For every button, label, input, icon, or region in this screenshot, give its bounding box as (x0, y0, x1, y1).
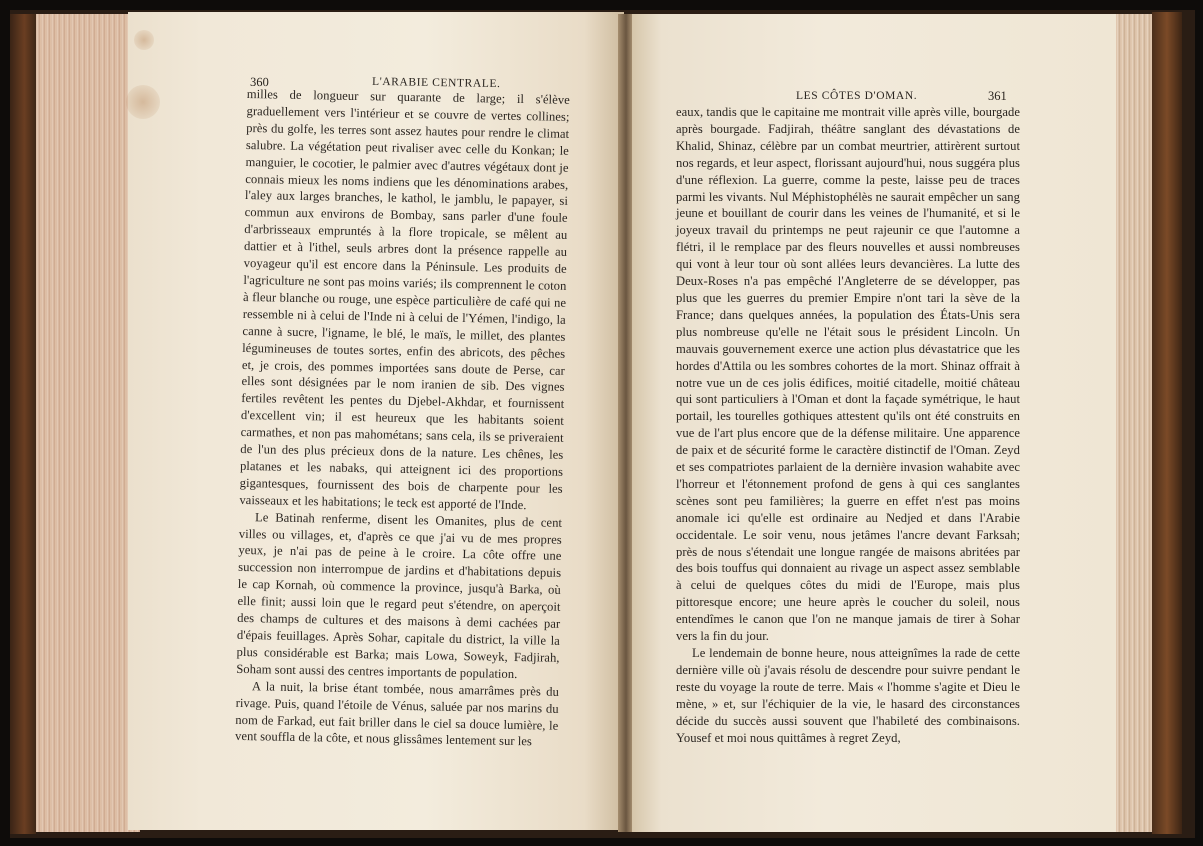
foxing-stain (126, 85, 160, 119)
paragraph: A la nuit, la brise étant tombée, nous amarrâmes près du rivage. Puis, quand l'étoile de Vénus, saluée par nos marins du nom de Farkad, eut fait briller dans le ciel sa douce lumière, le vent souffla de la côte, et nous glissâmes lentement sur les (234, 678, 560, 749)
left-page-text (235, 86, 570, 751)
right-cover-edge (1152, 12, 1182, 834)
foxing-stain (134, 30, 154, 50)
left-running-header: L'ARABIE CENTRALE. (371, 75, 501, 91)
paragraph: milles de longueur sur quarante de large; il s'élève graduellement vers l'intérieur et se couvre de vertes collines; près du golfe, les terres sont assez hautes pour rendre le climat salubre. La végétation peut rivaliser avec celle du Konkan; le manguier, le cocotier, le palmier avec d'autres végétaux dont je connais mieux les noms indiens que les dénominations arabes, l'aley aux larges branches, le kathol, le jamblu, le papayer, si commun aux environs de Bombay, sans parler d'une foule d'arbrisseaux empruntés à la flore tropicale, se mêlent au dattier et à l'ithel, seuls arbres dont la présence rappelle au voyageur qu'il est encore dans la Péninsule. Les produits de l'agriculture ne sont pas moins variés; ils comprennent le coton à fleur blanche ou rouge, une espèce particulière de café qui ne ressemble ni à celui de l'Inde ni à celui de l'Yémen, l'indigo, la canne à sucre, l'igname, le blé, le maïs, le millet, des plantes légumineuses de toutes sortes, enfin des abricots, des pêches et, je crois, des pommes importées sans doute de Perse, car elles sont désignées par le nom iranien de sib. Des vignes fertiles revêtent les pentes du Djebel-Akhdar, et fournissent d'excellent vin; il est heureux que les habitants soient carmathes, et non pas mahométans; sans cela, ils se priveraient de l'un des plus précieux dons de la nature. Les chênes, les platanes et les nabaks, qui atteignent ici des proportions gigantesques, fournissent des bois de charpente pour les vaisseaux et les habitations; le teck est apporté de l'Inde. (239, 86, 570, 512)
paragraph: Le lendemain de bonne heure, nous atteignîmes la rade de cette dernière ville où j'avais résolu de descendre pour suivre pendant le reste du voyage la route de terre. Mais « l'homme s'agite et Dieu le mène, » et, sur l'échiquier de la vie, le hasard des circonstances décide du succès aussi souvent que l'habileté des combinaisons. Yousef et moi nous quittâmes à regret Zeyd, (676, 646, 1020, 745)
left-page-stack (36, 14, 140, 832)
paragraph: eaux, tandis que le capitaine me montrait ville après ville, bourgade après bourgade. Fadjirah, théâtre sanglant des dévastations de Khalid, Shinaz, célèbre par un combat meurtrier, attirèrent surtout nos regards, et leur aspect, florissant aujourd'hui, nous suggéra plus d'une réflexion. La guerre, comme la peste, laisse peu de traces parmi les vivants. Nul Méphistophélès ne saurait empêcher un sang jeune et bouillant de courir dans les veines de l'humanité, et si le joyeux travail du printemps ne peut rajeunir ce que l'automne a flétri, il le remplace par des fleurs nouvelles et aussi nombreuses qui vont à leur tour où sont allées leurs devancières. La lutte des Deux-Roses n'a pas empêché l'Angleterre de se développer, pas plus que les guerres du premier Empire n'ont tari la sève de la France; dans quelques années, la population des États-Unis sera plus nombreuse qu'elle ne l'était sous le président Lincoln. Un mauvais gouvernement exerce une action plus dévastatrice que les hordes d'Attila ou les sombres cohortes de la mort. Shinaz offrait à notre vue un de ces jolis édifices, moitié citadelle, moitié château qui sont particuliers à l'Oman et dont la façade symétrique, le haut portail, les tourelles gothiques attestent qu'ils ont été construits en vue de l'art plus encore que de la défense militaire. Une apparence de paix et de sécurité forme le caractère distinctif de l'Oman. Zeyd et ses compatriotes parlaient de la dernière invasion wahabite avec l'horreur et l'étonnement profond de gens à qui ces sanglantes scènes sont peu familières; la guerre en effet n'est pas moins anomale ici qu'elle est ordinaire au Nedjed et dans l'Arabie occidentale. Le soir venu, nous jetâmes l'ancre devant Farksah; près de nous s'étendait une longue rangée de maisons abritées par des bois touffus qui donnaient au rivage un aspect assez semblable à celui de quelques côtes du midi de l'Europe, mais plus pittoresque encore; une heure après le coucher du soleil, nous entendîmes le canon que l'on ne manque jamais de tirer à Sohar vers la fin du jour. (676, 105, 1020, 644)
right-page-number: 361 (988, 89, 1007, 103)
left-page-number: 360 (249, 74, 269, 90)
right-page-text (676, 104, 1020, 746)
left-cover-edge (10, 14, 36, 834)
paragraph: Le Batinah renferme, disent les Omanites, plus de cent villes ou villages, et, d'après ce que j'ai vu de mes propres yeux, je n'ai pas de peine à le croire. La côte offre une succession non interrompue de jardins et d'habitations depuis le cap Kornah, où commence la province, jusqu'à Barka, où elle finit; aussi loin que le regard peut s'étendre, on aperçoit des champs de cultures et des maisons à demi cachées par d'épais feuillages. Après Sohar, capitale du district, la ville la plus considérable est Barka; mais Lowa, Soweyk, Fadjirah, Soham sont aussi des centres importants de population. (236, 509, 563, 681)
right-page-stack (1116, 14, 1152, 832)
right-running-header: LES CÔTES D'OMAN. (796, 90, 918, 102)
